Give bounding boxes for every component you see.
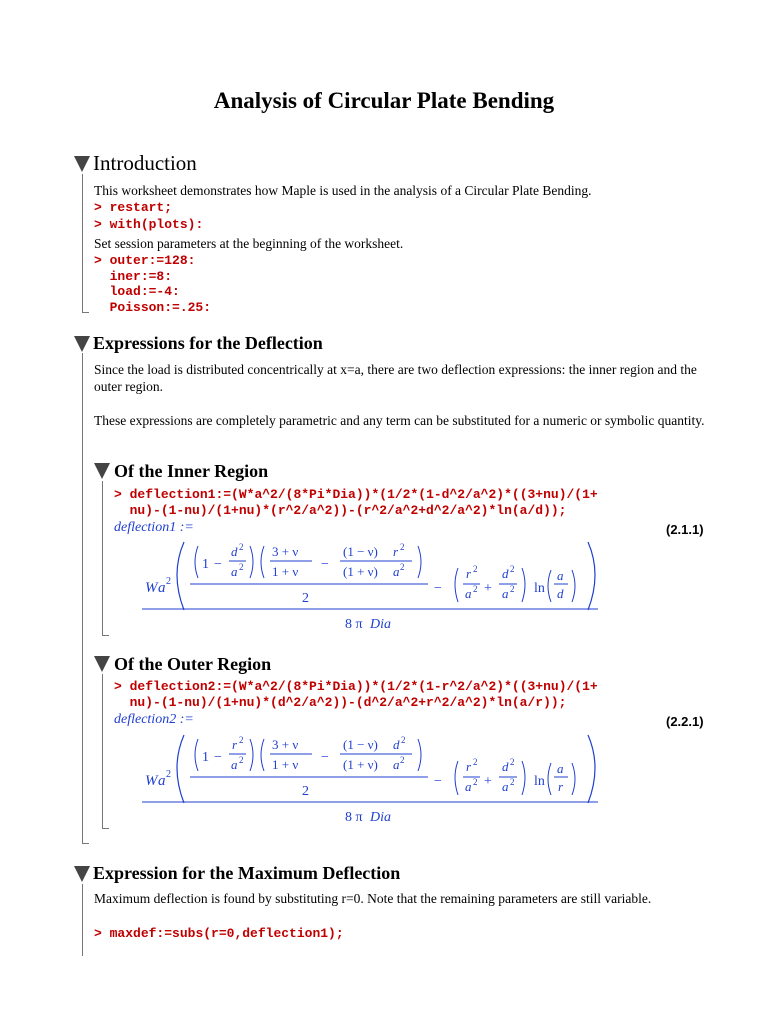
subsection-heading-inner: Of the Inner Region xyxy=(114,461,269,481)
svg-text:(1 + ν): (1 + ν) xyxy=(343,564,378,579)
svg-text:+: + xyxy=(484,774,492,789)
svg-text:a: a xyxy=(502,779,509,794)
section-heading-maxdef: Expression for the Maximum Deflection xyxy=(93,863,401,883)
svg-text:2: 2 xyxy=(239,562,244,572)
svg-text:a: a xyxy=(158,773,166,789)
math-sup: 2 xyxy=(166,576,171,587)
section-heading-deflection: Expressions for the Deflection xyxy=(93,333,323,353)
equation-number: (2.2.1) xyxy=(666,714,704,729)
svg-text:d: d xyxy=(502,566,509,581)
math-ln: ln xyxy=(534,581,545,596)
svg-text:r: r xyxy=(393,544,399,559)
svg-text:r: r xyxy=(232,737,238,752)
section-bracket xyxy=(82,884,89,956)
svg-text:a: a xyxy=(393,757,400,772)
deflection-text-1: Since the load is distributed concentrically at x=a, there are two deflection expressions: the inner region and the outer region. xyxy=(94,362,697,394)
svg-text:2: 2 xyxy=(239,735,244,745)
input-params[interactable]: > outer:=128: iner:=8: load:=-4: Poisson:=.25: xyxy=(94,253,212,315)
math-W: W xyxy=(145,580,158,596)
input-restart[interactable]: > restart; xyxy=(94,200,173,215)
svg-text:2: 2 xyxy=(400,562,405,572)
svg-text:2: 2 xyxy=(400,542,405,552)
svg-text:d: d xyxy=(393,737,400,752)
svg-text:2: 2 xyxy=(510,584,515,594)
svg-text:−: − xyxy=(434,774,442,789)
subsection-bracket xyxy=(102,481,109,636)
section-heading-introduction: Introduction xyxy=(93,151,197,175)
svg-text:r: r xyxy=(558,779,564,794)
svg-text:a: a xyxy=(557,761,564,776)
svg-text:−: − xyxy=(321,750,329,765)
collapse-triangle-icon[interactable] xyxy=(94,463,110,479)
equation-deflection1 xyxy=(140,540,610,635)
svg-text:a: a xyxy=(231,564,238,579)
svg-text:a: a xyxy=(557,568,564,583)
svg-text:2: 2 xyxy=(473,564,478,574)
output-label-deflection2: deflection2 := xyxy=(114,712,194,727)
input-deflection1[interactable]: > deflection1:=(W*a^2/(8*Pi*Dia))*(1/2*(1-d^2/a^2)*((3+nu)/(1+ nu)-(1-nu)/(1+nu)*(r^2/a^2))-(r^2/a^2+d^2/a^2)*ln(a/d)); xyxy=(114,487,598,518)
svg-text:1: 1 xyxy=(202,750,209,765)
math-three-nu: 3 + ν xyxy=(272,544,299,559)
page-title: Analysis of Circular Plate Bending xyxy=(213,88,555,113)
svg-text:2: 2 xyxy=(166,769,171,780)
math-two: 2 xyxy=(302,591,309,606)
svg-text:a: a xyxy=(231,757,238,772)
svg-text:−: − xyxy=(214,750,222,765)
collapse-triangle-icon[interactable] xyxy=(74,336,90,352)
svg-text:2: 2 xyxy=(239,542,244,552)
svg-text:1 + ν: 1 + ν xyxy=(272,757,299,772)
svg-text:3 + ν: 3 + ν xyxy=(272,737,299,752)
subsection-bracket xyxy=(102,674,109,829)
equation-number: (2.1.1) xyxy=(666,522,704,537)
section-bracket xyxy=(82,353,89,844)
input-maxdef[interactable]: > maxdef:=subs(r=0,deflection1); xyxy=(94,926,344,941)
input-with-plots[interactable]: > with(plots): xyxy=(94,217,204,232)
svg-text:(1 − ν): (1 − ν) xyxy=(343,737,378,752)
math-Dia: Dia xyxy=(370,617,391,632)
input-deflection2[interactable]: > deflection2:=(W*a^2/(8*Pi*Dia))*(1/2*(1-r^2/a^2)*((3+nu)/(1+ nu)-(1-nu)/(1+nu)*(d^2/a^2))-(d^2/a^2+r^2/a^2)*ln(a/r)); xyxy=(114,679,598,710)
svg-text:a: a xyxy=(502,586,509,601)
intro-text: This worksheet demonstrates how Maple is used in the analysis of a Circular Plate Bending. xyxy=(94,183,592,198)
math-d: d xyxy=(231,544,238,559)
svg-text:a: a xyxy=(465,586,472,601)
deflection-text-2: These expressions are completely parametric and any term can be substituted for a numeric or symbolic quantity. xyxy=(94,413,705,428)
math-minus: − xyxy=(214,557,222,572)
svg-text:2: 2 xyxy=(302,784,309,799)
svg-text:Dia: Dia xyxy=(370,810,391,825)
collapse-triangle-icon[interactable] xyxy=(74,866,90,882)
math-a: a xyxy=(158,580,166,596)
svg-text:+: + xyxy=(484,581,492,596)
svg-text:2: 2 xyxy=(510,777,515,787)
svg-text:8 π: 8 π xyxy=(345,810,363,825)
svg-text:r: r xyxy=(466,759,472,774)
svg-text:d: d xyxy=(502,759,509,774)
collapse-triangle-icon[interactable] xyxy=(94,656,110,672)
maxdef-text: Maximum deflection is found by substituting r=0. Note that the remaining parameters are still variable. xyxy=(94,891,652,906)
svg-text:a: a xyxy=(393,564,400,579)
svg-text:2: 2 xyxy=(401,735,406,745)
svg-text:−: − xyxy=(434,581,442,596)
svg-text:(1 + ν): (1 + ν) xyxy=(343,757,378,772)
svg-text:2: 2 xyxy=(239,755,244,765)
svg-text:2: 2 xyxy=(510,757,515,767)
svg-text:2: 2 xyxy=(400,755,405,765)
svg-text:ln: ln xyxy=(534,774,545,789)
equation-deflection2 xyxy=(140,733,610,828)
svg-text:d: d xyxy=(557,586,564,601)
math-one-plus-nu: 1 + ν xyxy=(272,564,299,579)
svg-text:2: 2 xyxy=(473,757,478,767)
svg-text:W: W xyxy=(145,773,158,789)
output-label-deflection1: deflection1 := xyxy=(114,520,194,535)
svg-text:r: r xyxy=(466,566,472,581)
math-one: 1 xyxy=(202,557,209,572)
svg-text:(1 − ν): (1 − ν) xyxy=(343,544,378,559)
section-bracket xyxy=(82,174,89,313)
svg-text:−: − xyxy=(321,557,329,572)
session-params-text: Set session parameters at the beginning of the worksheet. xyxy=(94,236,404,251)
svg-text:a: a xyxy=(465,779,472,794)
svg-text:2: 2 xyxy=(473,584,478,594)
subsection-heading-outer: Of the Outer Region xyxy=(114,654,272,674)
svg-text:2: 2 xyxy=(473,777,478,787)
collapse-triangle-icon[interactable] xyxy=(74,156,90,172)
math-eight-pi: 8 π xyxy=(345,617,363,632)
svg-text:2: 2 xyxy=(510,564,515,574)
